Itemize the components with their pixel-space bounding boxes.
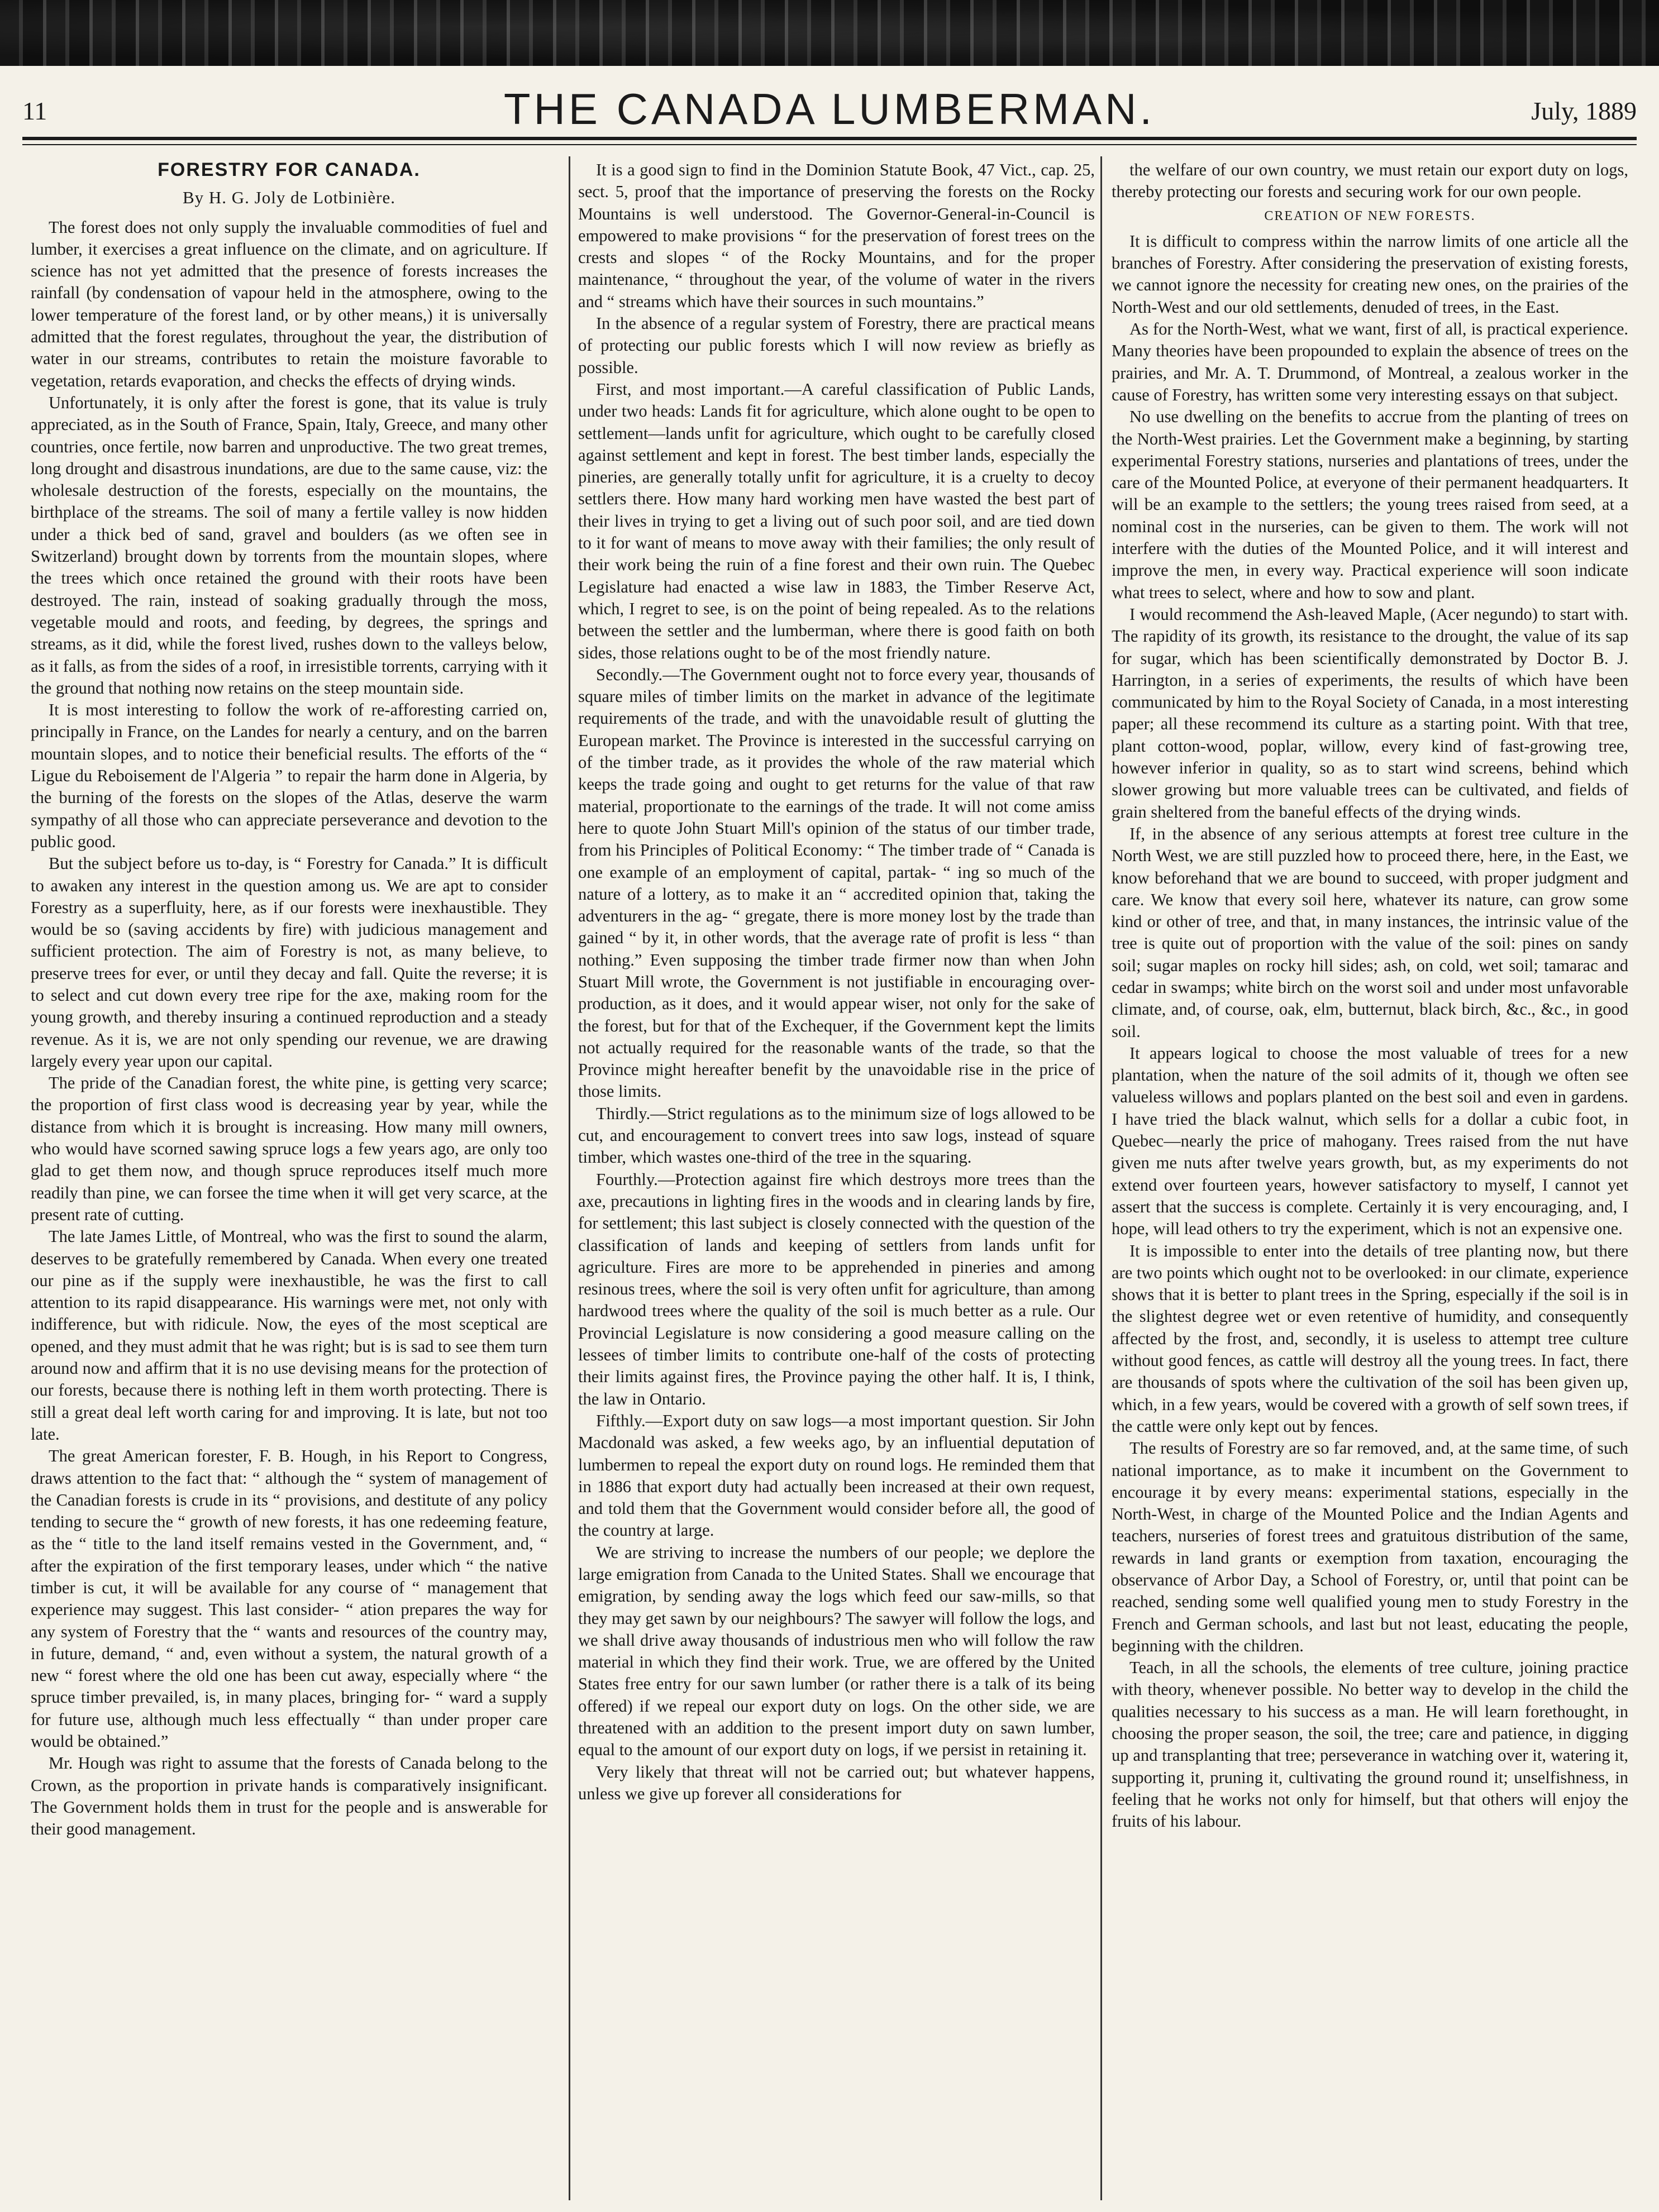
article-title: FORESTRY FOR CANADA. [158, 159, 421, 180]
column-divider-1 [569, 156, 570, 2200]
article-paragraph: It is a good sign to find in the Dominion Statute Book, 47 Vict., cap. 25, sect. 5, proof that the importance of preserving the forests on the Rocky Mountains is well understood. The Governor-General-in-Council is empowered to make provisions “ for the preservation of forest trees on the crests and slopes “ of the Rocky Mountains, and for the proper maintenance, “ throughout the year, of the volume of water in the rivers and “ streams which have their sources in such mountains.” [578, 160, 1095, 311]
article-paragraph: Fourthly.—Protection against fire which destroys more trees than the axe, precautions in lighting fires in the woods and in clearing lands by fire, for settlement; this last subject is closely connected with the question of the classification of lands and keeping of settlers from lands unfit for agriculture. Fires are more to be apprehended in pineries and among resinous trees, where the soil is very often unfit for agriculture, than among hardwood trees where the quality of the soil is much better as a rule. Our Provincial Legislature is now considering a good measure calling on the lessees of timber limits to contribute one-half of the costs of protecting their limits against fires, the Province paying the other half. It is, I think, the law in Ontario. [578, 1169, 1095, 1408]
article-paragraph: The pride of the Canadian forest, the white pine, is getting very scarce; the proportion of first class wood is decreasing year by year, while the distance from which it is brought is increasing. How many mill owners, who would have scorned sawing spruce logs a few years ago, are only too glad to get them now, and though spruce reproduces itself much more readily than pine, we can forsee the time when it will get very scarce, at the present rate of cutting. [31, 1073, 547, 1224]
header-rule [22, 137, 1637, 140]
column-3-body [1112, 231, 1628, 1833]
column-1-body [31, 217, 547, 1841]
page-number: 11 [22, 97, 47, 125]
article-paragraph: It is most interesting to follow the work of re-afforesting carried on, principally in France, on the Landes for nearly a century, and on the barren mountain slopes, and to notice their beneficial results. The efforts of the “ Ligue du Reboisement de l'Algeria ” to repair the harm done in Algeria, by the burning of the forests on the slopes of the Atlas, deserve the warm sympathy of all those who can appreciate perseverance and devotion to the public good. [31, 700, 547, 851]
article-paragraph: Very likely that threat will not be carried out; but whatever happens, unless we give up forever all considerations for [578, 1762, 1095, 1803]
article-paragraph: It is impossible to enter into the details of tree planting now, but there are two points which ought not to be overlooked: in our climate, experience shows that it is better to plant trees in the Spring, especially if the soil is in the slightest degree wet or even retentive of humidity, and consequently affected by the frost, and, secondly, it is useless to attempt tree culture without good fences, as cattle will destroy all the young trees. In fact, there are thousands of spots where the cultivation of the soil has been given up, which, in a few years, would be covered with a growth of self sown trees, if the cattle were only kept out by fences. [1112, 1241, 1628, 1436]
article-paragraph: As for the North-West, what we want, first of all, is practical experience. Many theories have been propounded to explain the absence of trees on the prairies, and Mr. A. T. Drummond, of Montreal, a zealous worker in the cause of Forestry, has written some very interesting essays on that subject. [1112, 319, 1628, 404]
article-paragraph: Unfortunately, it is only after the forest is gone, that its value is truly appreciated, as in the South of France, Spain, Italy, Greece, and many other countries, once fertile, now barren and unproductive. The two great tremes, long drought and disastrous inundations, are due to the same cause, viz: the wholesale destruction of the forests, especially on the mountains, the birthplace of the streams. The soil of many a fertile valley is now hidden under a thick bed of sand, gravel and boulders (as we often see in Switzerland) brought down by torrents from the mountain slopes, where the trees which once retained the ground with their roots have been destroyed. The rain, instead of soaking gradually through the moss, vegetable mould and roots, and feeding, by degrees, the springs and streams, as it did, while the forest lived, rushes down to the valleys below, as it falls, as from the sides of a roof, in irresistible torrents, carrying with it the ground that nothing now retains on the steep mountain side. [31, 393, 547, 697]
article-paragraph: I would recommend the Ash-leaved Maple, (Acer negundo) to start with. The rapidity of its growth, its resistance to the drought, the value of its sap for sugar, which has been scientifically demonstrated by Doctor B. J. Harrington, in a series of experiments, the results of which have been communicated by him to the Royal Society of Canada, in a most interesting paper; all these recommend its culture as a starting point. With that tree, plant cotton-wood, poplar, willow, every kind of fast-growing tree, however inferior in quality, so as to start wind screens, behind which slower growing but more valuable trees can be cultivated, and fields of grain sheltered from the baneful effects of the drying winds. [1112, 604, 1628, 821]
section-subhead: CREATION OF NEW FORESTS. [1264, 208, 1476, 223]
article-paragraph: No use dwelling on the benefits to accrue from the planting of trees on the North-West prairies. Let the Government make a beginning, by starting experimental Forestry stations, nurseries and plantations of trees, under the care of the Mounted Police, at everyone of their permanent headquarters. It will be an example to the settlers; the young trees raised from seed, at a nominal cost in the nurseries, can be given to them. The work will not interfere with the duties of the Mounted Police, and it will interest and improve the men, in every way. Practical experience will soon indicate what trees to select, where and how to sow and plant. [1112, 407, 1628, 602]
article-paragraph: First, and most important.—A careful classification of Public Lands, under two heads: Lands fit for agriculture, which alone ought to be open to settlement—lands unfit for agriculture, which ought to be carefully closed against settlement and kept in forest. The best timber lands, especially the pineries, are generally totally unfit for agriculture, it is a cruelty to decoy settlers there. How many hard working men have wasted the best part of their lives in trying to get a living out of such poor soil, and are tied down to it for want of means to move away with their families; the only result of their work being the ruin of a fine forest and their own ruin. The Quebec Legislature had enacted a wise law in 1883, the Timber Reserve Act, which, I regret to see, is on the point of being repealed. As to the relations between the settler and the lumberman, where there is good faith on both sides, those relations ought to be of the most friendly nature. [578, 379, 1095, 662]
header-rule-thin [22, 144, 1637, 145]
article-paragraph: The great American forester, F. B. Hough, in his Report to Congress, draws attention to the fact that: “ although the “ system of management of the Canadian forests is crude in its “ provisions, and destitute of any policy tending to secure the “ growth of new forests, it has one redeeming feature, as the “ title to the land itself remains vested in the Government, and, “ after the expiration of the first temporary leases, under which “ the native timber is cut, it will be available for any course of “ management that experience may suggest. This last consider- “ ation prepares the way for any system of Forestry that the “ wants and resources of the country may, in future, demand, “ and, even without a system, the natural growth of a new “ forest where the old one has been cut away, especially where “ the spruce timber prevailed, is, in many places, bringing for- “ ward a supply for future use, although much less effectually “ than under proper care would be obtained.” [31, 1446, 547, 1751]
publication-title: THE CANADA LUMBERMAN. [503, 84, 1156, 133]
column-3 [1112, 159, 1628, 2197]
article-paragraph: The results of Forestry are so far removed, and, at the same time, of such national importance, as to make it incumbent on the Government to encourage it by every means: experimental stations, especially in the North-West, in charge of the Mounted Police and the Indian Agents and teachers, nurseries of forest trees and gratuitous distribution of the same, rewards in land grants or exemption from taxation, encouraging the observance of Arbor Day, a School of Forestry, or, until that point can be reached, sending some well qualified young men to study Forestry in the French and German schools, and last but not least, educating the people, beginning with the children. [1112, 1439, 1628, 1655]
article-paragraph: the welfare of our own country, we must retain our export duty on logs, thereby protecting our forests and securing work for our own people. [1112, 160, 1628, 202]
article-paragraph: We are striving to increase the numbers of our people; we deplore the large emigration from Canada to the United States. Shall we encourage that emigration, by sending away the logs which feed our saw-mills, so that they may get sawn by our neighbours? The sawyer will follow the logs, and we shall drive away thousands of industrious men who will follow the raw material in which they find their work. True, we are offered by the United States free entry for our sawn lumber (or rather there is a talk of its being offered) if we repeal our export duty on logs. On the other side, we are threatened with an addition to the present import duty on sawn lumber, equal to the amount of our export duty on logs, if we persist in retaining it. [578, 1542, 1095, 1760]
scan-top-band [0, 0, 1659, 66]
article-paragraph: If, in the absence of any serious attempts at forest tree culture in the North West, we are still puzzled how to proceed there, here, in the East, we know beforehand that we are bound to succeed, with proper judgment and care. We know that every soil here, whatever its nature, can grow some kind or other of tree, and that, in many instances, the intrinsic value of the tree is quite out of proportion with the value of the soil: pines on sandy soil; sugar maples on rocky hill sides; ash, on cold, wet soil; tamarac and cedar in swamps; white birch on the worst soil and under most unfavorable climate, and, of course, oak, elm, butternut, black birch, &c., &c., in good soil. [1112, 824, 1628, 1041]
column-divider-2 [1100, 156, 1102, 2200]
article-paragraph: But the subject before us to-day, is “ Forestry for Canada.” It is difficult to awaken any interest in the question among us. We are apt to consider Forestry as a superfluity, here, as if our forests were inexhaustible. They would be so (saving accidents by fire) with judicious management and sufficient protection. The aim of Forestry is not, as many believe, to preserve trees for ever, or until they decay and fall. Quite the reverse; it is to select and cut down every tree ripe for the axe, making room for the young growth, and thereby insuring a continued reproduction and a steady revenue. As it is, we are not only spending our revenue, we are drawing largely every year upon our capital. [31, 854, 547, 1071]
column-1 [31, 159, 547, 2197]
article-paragraph: The late James Little, of Montreal, who was the first to sound the alarm, deserves to be gratefully remembered by Canada. When every one treated our pine as if the supply were inexhaustible, he was the first to call attention to its rapid disappearance. His warnings were met, not only with indifference, but with ridicule. Now, the eyes of the most sceptical are opened, and they must admit that he was right; but is is sad to see them turn around now and affirm that it is no use devising means for the protection of our forests, because there is nothing left in them worth protecting. There is still a great deal left worth caring for and improving. It is late, but not too late. [31, 1227, 547, 1444]
column-3-intro [1112, 159, 1628, 203]
column-2-body [578, 159, 1095, 1805]
article-paragraph: Thirdly.—Strict regulations as to the minimum size of logs allowed to be cut, and encouragement to convert trees into saw logs, instead of square timber, which wastes one-third of the tree in the squaring. [578, 1103, 1095, 1167]
column-2 [578, 159, 1095, 2197]
issue-date: July, 1889 [1531, 97, 1637, 125]
article-paragraph: Teach, in all the schools, the elements of tree culture, joining practice with theory, whenever possible. No better way to develop in the child the qualities necessary to his success as a man. He will learn forethought, in choosing the proper season, the soil, the tree; care and patience, in digging up and transplanting that tree; perseverance in watching over it, watering it, supporting it, pruning it, cultivating the ground round it; unselfishness, in feeling that he works not only for himself, but that others will enjoy the fruits of his labour. [1112, 1658, 1628, 1831]
masthead [22, 84, 1637, 134]
article-paragraph: It is difficult to compress within the narrow limits of one article all the branches of Forestry. After considering the preservation of existing forests, we cannot ignore the necessity for creating new ones, on the prairies of the North-West and our old settlements, denuded of trees, in the East. [1112, 231, 1628, 317]
article-paragraph: Fifthly.—Export duty on saw logs—a most important question. Sir John Macdonald was asked, a few weeks ago, by an influential deputation of lumbermen to repeal the export duty on round logs. He reminded them that in 1886 that export duty had actually been increased at their own request, and told them that the Government would consider before all, the good of the country at large. [578, 1411, 1095, 1540]
article-paragraph: In the absence of a regular system of Forestry, there are practical means of protecting our public forests which I will now review as briefly as possible. [578, 314, 1095, 377]
article-paragraph: Secondly.—The Government ought not to force every year, thousands of square miles of timber limits on the market in advance of the legitimate requirements of the trade, and with the unavoidable result of glutting the European market. The Province is interested in the successful carrying on of the timber trade, as it provides the whole of the raw material which keeps the trade going and ought to get returns for the value of that raw material, proportionate to the earnings of the trade. It will not come amiss here to quote John Stuart Mill's opinion of the status of our timber trade, from his Principles of Political Economy: “ The timber trade of “ Canada is one example of an employment of capital, partak- “ ing so much of the nature of a lottery, as to make it an “ accredited opinion that, taking the adventurers in the ag- “ gregate, there is more money lost by the trade than gained “ by it, in other words, that the average rate of profit is less “ than nothing.” Even supposing the timber trade firmer now than when John Stuart Mill wrote, the Government is not justifiable in encouraging over-production, as it does, and it would appear wiser, not only for the sake of the forest, but for that of the Exchequer, if the Government kept the limits not actually required for the reasonable wants of the trade, so that the Province might hereafter benefit by the unavoidable rise in the price of those limits. [578, 665, 1095, 1101]
article-paragraph: Mr. Hough was right to assume that the forests of Canada belong to the Crown, as the proportion in private hands is comparatively insignificant. The Government holds them in trust for the people and is answerable for their good management. [31, 1754, 547, 1839]
article-paragraph: It appears logical to choose the most valuable of trees for a new plantation, when the nature of the soil admits of it, though we often see valueless willows and poplars planted on the best soil and even in gardens. I have tried the black walnut, which sells for a dollar a cubic foot, in Quebec—nearly the price of mahogany. Trees raised from the nut have given me nuts after twelve years growth, but, as my experiments do not extend over fourteen years, however satisfactory to myself, I cannot yet assert that the success is complete. Certainly it is very encouraging, and, I hope, will lead others to try the experiment, which is not an expensive one. [1112, 1043, 1628, 1239]
article-paragraph: The forest does not only supply the invaluable commodities of fuel and lumber, it exercises a great influence on the climate, and on agriculture. If science has not yet admitted that the presence of forests increases the rainfall (by condensation of vapour held in the atmosphere, owing to the lower temperature of the forest land, or by other means,) it is universally admitted that the forest regulates, throughout the year, the distribution of water in our streams, contributes to retain the moisture favorable to vegetation, retards evaporation, and checks the effects of drying winds. [31, 217, 547, 390]
article-byline: By H. G. Joly de Lotbinière. [182, 188, 395, 208]
